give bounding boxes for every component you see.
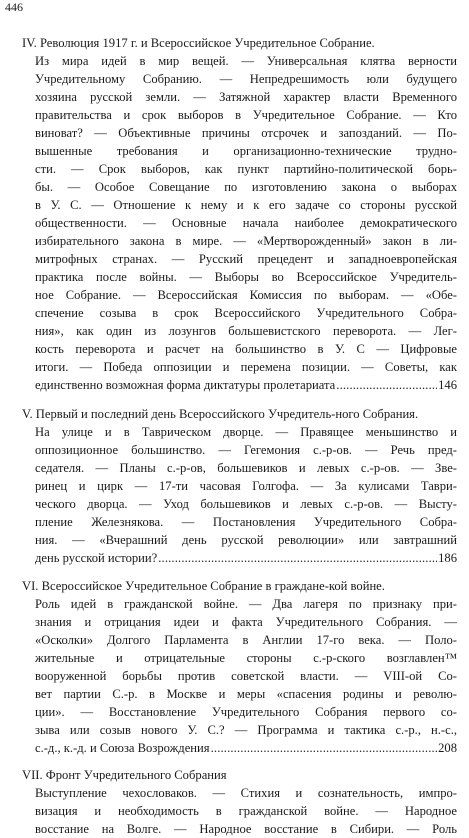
toc-line: вет партии С.-р. в Москве и меры «спасения родины и револю- — [35, 687, 457, 701]
toc-line: в У. С. — Отношение к нему и к его задаче со стороны русской — [35, 198, 457, 212]
toc-line: общественности. — Основные начала наиболее демократического — [35, 216, 457, 230]
toc-entry-final-line — [35, 376, 457, 394]
toc-line: ния. — «Вчерашний день русской революции» или завтрашний — [35, 533, 457, 547]
toc-line: «Осколки» Долгого Парламента в Англии 17-го века. — Поло- — [35, 633, 457, 647]
toc-entry-final-line — [35, 739, 457, 757]
toc-line: вышенные требования и организационно-технические трудно- — [35, 144, 457, 158]
page-reference: 146 — [438, 378, 457, 392]
toc-line: седателя. — Планы с.-р-ов, большевиков и левых с.-р-ов. — Зве- — [35, 461, 457, 475]
toc-entry-final-line — [35, 549, 457, 567]
toc-line: Выступление чехословаков. — Стихия и сознательность, импро- — [35, 786, 457, 800]
toc-line: ринец и цирк — 17-ти часовая Голгофа. — За кулисами Таври- — [35, 479, 457, 493]
toc-line: жительные и отрицательные стороны с.-р-ского возглавлен™ — [35, 651, 457, 665]
toc-line: бы. — Особое Совещание по изготовлению закона о выборах — [35, 180, 457, 194]
toc-line-text: единственно возможная форма диктатуры пролетариата — [35, 378, 336, 392]
toc-line: Из мира идей в мир вещей. — Универсальная клятва верности — [35, 54, 457, 68]
toc-line: спечение созыва в срок Всероссийского Учредительного Собра- — [35, 306, 457, 320]
toc-line: На улице и в Таврическом дворце. — Правящее меньшинство и — [35, 425, 457, 439]
toc-line-text: с.-д., к.-д. и Союза Возрождения — [35, 741, 210, 755]
toc-line: кость переворота и расчет на большинство в У. С — Цифровые — [35, 342, 457, 356]
toc-heading-vii: VII. Фронт Учредительного Собрания — [22, 768, 227, 782]
toc-line: пление Железнякова. — Постановления Учредительного Собра- — [35, 515, 457, 529]
toc-heading-iv: IV. Революция 1917 г. и Всероссийское Учредительное Собрание. — [22, 36, 375, 50]
toc-line: ния», как один из лозунгов большевистского переворота. — Лег- — [35, 324, 457, 338]
toc-line: итоги. — Победа оппозиции и перемена позиции. — Советы, как — [35, 360, 457, 374]
page-reference: 208 — [438, 741, 457, 755]
toc-line: сти. — Срок выборов, как пункт партийно-политической борь- — [35, 162, 457, 176]
toc-line: оппозиционное большинство. — Гегемония с.-р-ов. — Речь пред- — [35, 443, 457, 457]
toc-line: знания и отрицания идеи и факта Учредительного Собрания. — — [35, 615, 457, 629]
toc-heading-vi: VI. Всероссийское Учредительное Собрание в граждане-кой войне. — [22, 579, 385, 593]
page-reference: 186 — [438, 551, 457, 565]
toc-line: зыва или созыв нового У. С.? — Программа и тактика с.-р., н.-с., — [35, 723, 457, 737]
toc-line: митрофных странах. — Русский прецедент и западноевропейская — [35, 252, 457, 266]
toc-line: ческого дворца. — Уход большевиков и левых с.-р-ов. — Высту- — [35, 497, 457, 511]
toc-heading-v: V. Первый и последний день Всероссийского Учредитель-ного Собрания. — [22, 407, 419, 421]
toc-line: хозяина русской земли. — Затяжной характер власти Временного — [35, 90, 457, 104]
toc-line: виноват? — Объективные причины отсрочек и запозданий. — По- — [35, 126, 457, 140]
toc-line: ции». — Восстановление Учредительного Собрания первого со- — [35, 705, 457, 719]
toc-line: Учредительному Собранию. — Непредрешимость юли будущего — [35, 72, 457, 86]
toc-line: визация и необходимость в гражданской войне. — Народное — [35, 804, 457, 818]
toc-line: восстание на Волге. — Народное восстание в Сибири. — Роль — [35, 822, 457, 836]
dot-leader — [158, 549, 437, 567]
toc-line-text: день русской истории? — [35, 551, 158, 565]
toc-line: вооруженной борьбы против советской власти. — VIII-ой Со- — [35, 669, 457, 683]
dot-leader — [211, 739, 438, 757]
toc-line: правительства и срок выборов в Учредительное Собрание. — Кто — [35, 108, 457, 122]
toc-line: ное Собрание. — Всероссийская Комиссия по выборам. — «Обе- — [35, 288, 457, 302]
toc-line: Роль идей в гражданской войне. — Два лагеря по признаку при- — [35, 597, 457, 611]
toc-line: практика после войны. — Выборы во Всероссийское Учредитель- — [35, 270, 457, 284]
dot-leader — [336, 376, 437, 394]
page-number: 446 — [5, 0, 23, 14]
toc-line: избирательного закона в мире. — «Мертворожденный» закон в ли- — [35, 234, 457, 248]
